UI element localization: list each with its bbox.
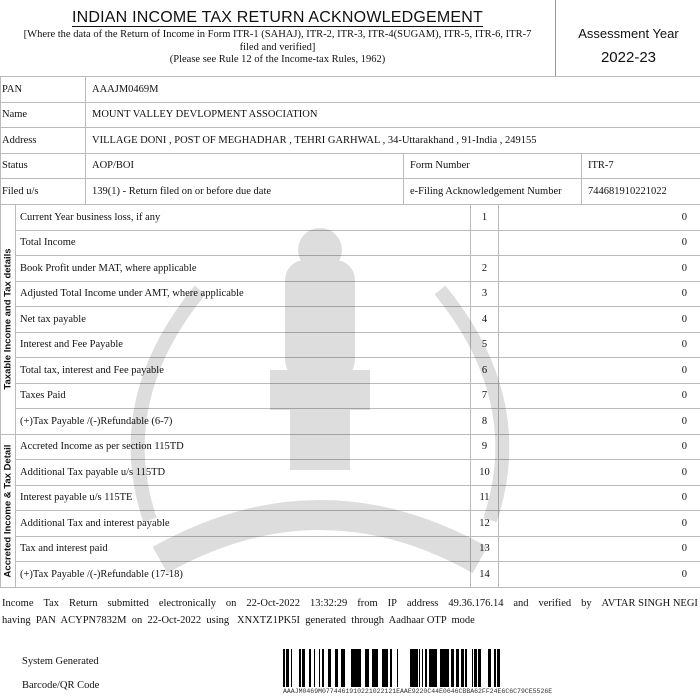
row-amount: 0 <box>499 205 700 231</box>
row-amount: 0 <box>499 358 700 384</box>
tax-row <box>1 205 700 231</box>
row-amount: 0 <box>499 409 700 435</box>
row-amount: 0 <box>499 230 700 256</box>
row-number: 6 <box>471 358 499 384</box>
row-number: 10 <box>471 460 499 486</box>
pan-value: AAAJM0469M <box>86 77 700 103</box>
tax-row <box>1 256 700 282</box>
tax-row <box>1 562 700 588</box>
submission-line-2: having PAN ACYPN7832M on 22-Oct-2022 using XNXTZ1PK5I generated through Aadhaar OTP mode <box>2 615 475 626</box>
section-taxable <box>1 205 16 435</box>
row-number <box>471 230 499 256</box>
tax-row <box>1 485 700 511</box>
filed-value: 139(1) - Return filed on or before due date <box>86 179 404 205</box>
row-amount: 0 <box>499 511 700 537</box>
row-description: Additional Tax payable u/s 115TD <box>16 460 471 486</box>
statement-word: 22-Oct-2022 <box>246 598 301 609</box>
status-value: AOP/BOI <box>86 153 404 179</box>
row-description: (+)Tax Payable /(-)Refundable (17-18) <box>16 562 471 588</box>
pan-row <box>1 77 700 103</box>
tax-row <box>1 409 700 435</box>
row-description: Total Income <box>16 230 471 256</box>
row-number: 1 <box>471 205 499 231</box>
row-amount: 0 <box>499 485 700 511</box>
tax-row <box>1 230 700 256</box>
name-value: MOUNT VALLEY DEVLOPMENT ASSOCIATION <box>86 102 700 128</box>
statement-word: AVTAR SINGH NEGI <box>601 598 698 609</box>
row-description: Total tax, interest and Fee payable <box>16 358 471 384</box>
row-amount: 0 <box>499 256 700 282</box>
status-label: Status <box>1 153 86 179</box>
row-description: Net tax payable <box>16 307 471 333</box>
row-number: 13 <box>471 536 499 562</box>
row-amount: 0 <box>499 307 700 333</box>
statement-word: verified <box>538 598 572 609</box>
address-row <box>1 128 700 154</box>
footer <box>0 593 700 700</box>
page-title: INDIAN INCOME TAX RETURN ACKNOWLEDGEMENT <box>72 9 483 26</box>
row-number: 12 <box>471 511 499 537</box>
row-number: 7 <box>471 383 499 409</box>
subtitle-line-2: filed and verified] <box>239 41 316 53</box>
header-title-block <box>0 0 555 76</box>
pan-label: PAN <box>1 77 86 103</box>
row-number: 4 <box>471 307 499 333</box>
statement-word: Return <box>68 598 98 609</box>
address-value: VILLAGE DONI , POST OF MEGHADHAR , TEHRI GARHWAL , 34-Uttarakhand , 91-India , 249155 <box>86 128 700 154</box>
row-amount: 0 <box>499 562 700 588</box>
row-number: 11 <box>471 485 499 511</box>
name-label: Name <box>1 102 86 128</box>
assessment-year-label: Assessment Year <box>578 26 679 41</box>
row-description: Additional Tax and interest payable <box>16 511 471 537</box>
submission-line-1 <box>2 595 698 612</box>
row-description: Tax and interest paid <box>16 536 471 562</box>
filed-row <box>1 179 700 205</box>
barcode-text: AAAJM0469M0774461910221022121EAAE9220C44E0646CBBA62FF24E6C6C79CE5526E <box>283 688 553 695</box>
row-description: Current Year business loss, if any <box>16 205 471 231</box>
tax-row <box>1 358 700 384</box>
status-row <box>1 153 700 179</box>
form-number-label: Form Number <box>404 153 582 179</box>
row-amount: 0 <box>499 281 700 307</box>
subtitle-line-3: (Please see Rule 12 of the Income-tax Rules, 1962) <box>169 54 386 65</box>
row-amount: 0 <box>499 434 700 460</box>
row-number: 2 <box>471 256 499 282</box>
barcode-label: Barcode/QR Code <box>22 680 100 691</box>
row-amount: 0 <box>499 332 700 358</box>
statement-word: Tax <box>43 598 60 609</box>
row-number: 9 <box>471 434 499 460</box>
tax-row <box>1 307 700 333</box>
statement-word: 49.36.176.14 <box>448 598 504 609</box>
statement-word: IP <box>387 598 397 609</box>
statement-word: electronically <box>158 598 216 609</box>
statement-word: on <box>225 598 237 609</box>
address-label: Address <box>1 128 86 154</box>
row-description: Accreted Income as per section 115TD <box>16 434 471 460</box>
system-generated-label: System Generated <box>22 656 99 667</box>
system-generated-block <box>22 650 99 698</box>
row-description: Taxes Paid <box>16 383 471 409</box>
row-description: Interest payable u/s 115TE <box>16 485 471 511</box>
row-description: Interest and Fee Payable <box>16 332 471 358</box>
section-accreted <box>1 434 16 587</box>
assessment-year-value: 2022-23 <box>600 49 657 66</box>
tax-row <box>1 460 700 486</box>
row-description: Book Profit under MAT, where applicable <box>16 256 471 282</box>
statement-word: from <box>357 598 378 609</box>
row-number: 8 <box>471 409 499 435</box>
row-description: Adjusted Total Income under AMT, where applicable <box>16 281 471 307</box>
row-number: 3 <box>471 281 499 307</box>
statement-word: 13:32:29 <box>309 598 348 609</box>
filed-label: Filed u/s <box>1 179 86 205</box>
header-subtitle <box>0 29 555 67</box>
statement-word: by <box>581 598 592 609</box>
taxpayer-info-table <box>0 76 700 205</box>
form-number-value: ITR-7 <box>582 153 700 179</box>
row-amount: 0 <box>499 536 700 562</box>
statement-word: and <box>513 598 529 609</box>
section-label: Taxable Income and Tax details <box>2 248 14 390</box>
section-label: Accreted Income & Tax Detail <box>2 444 14 577</box>
tax-row <box>1 434 700 460</box>
row-number: 5 <box>471 332 499 358</box>
header <box>0 0 700 76</box>
tax-row <box>1 511 700 537</box>
statement-word: Income <box>2 598 34 609</box>
tax-row <box>1 536 700 562</box>
statement-word: submitted <box>107 598 149 609</box>
tax-row <box>1 281 700 307</box>
assessment-year-block <box>555 0 700 76</box>
row-amount: 0 <box>499 383 700 409</box>
subtitle-line-1: [Where the data of the Return of Income in Form ITR-1 (SAHAJ), ITR-2, ITR-3, ITR-4(SUGAM), ITR-5, ITR-6, ITR-7 <box>23 29 532 40</box>
name-row <box>1 102 700 128</box>
tax-details-table <box>0 204 700 588</box>
tax-row <box>1 383 700 409</box>
barcode-image <box>283 649 505 687</box>
ack-label: e-Filing Acknowledgement Number <box>404 179 582 205</box>
submission-statement <box>0 593 700 629</box>
ack-value: 744681910221022 <box>582 179 700 205</box>
statement-word: address <box>406 598 439 609</box>
row-amount: 0 <box>499 460 700 486</box>
tax-row <box>1 332 700 358</box>
row-description: (+)Tax Payable /(-)Refundable (6-7) <box>16 409 471 435</box>
row-number: 14 <box>471 562 499 588</box>
